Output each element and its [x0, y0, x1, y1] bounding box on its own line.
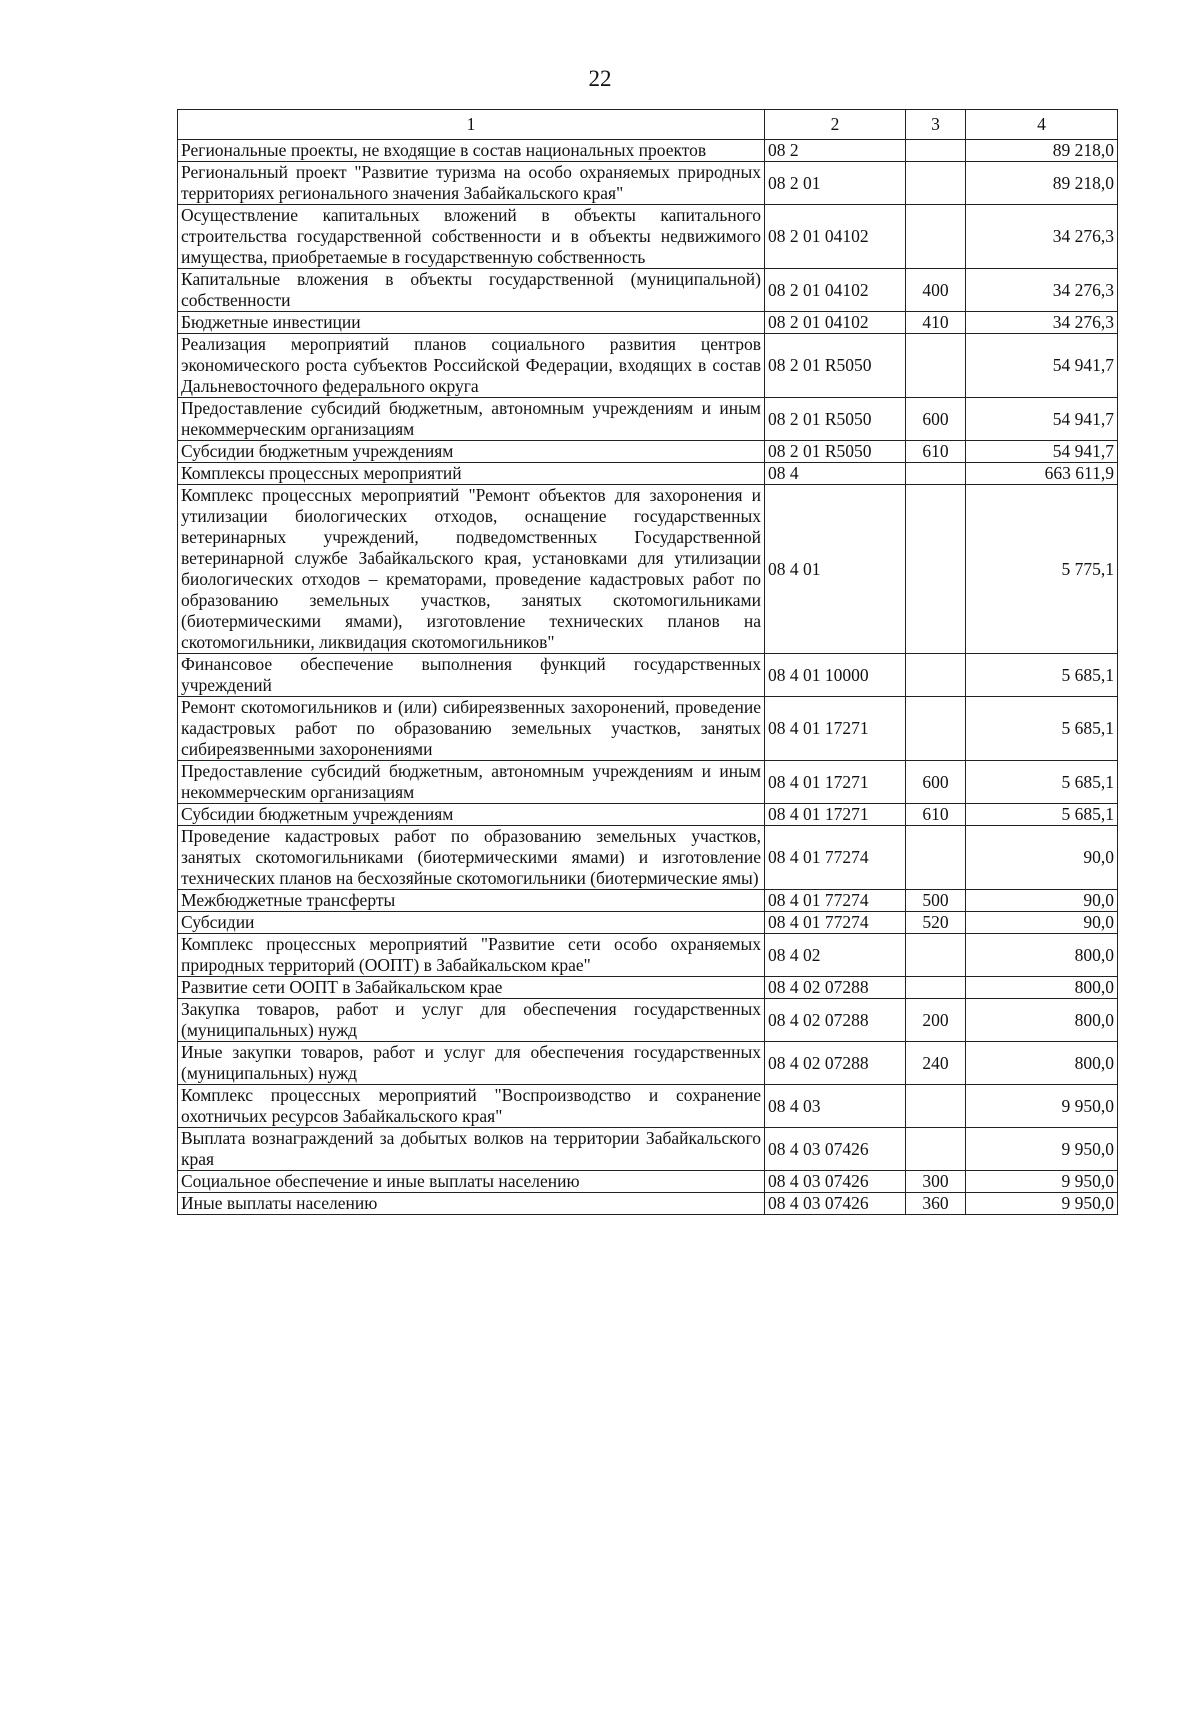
row-name-cell: Комплекс процессных мероприятий "Развитие сети особо охраняемых природных территорий (ООПТ) в Забайкальском крае" — [178, 934, 765, 977]
row-type-cell — [906, 654, 966, 697]
row-sum-cell: 800,0 — [966, 934, 1118, 977]
row-name-cell: Предоставление субсидий бюджетным, автономным учреждениям и иным некоммерческим организациям — [178, 398, 765, 441]
row-sum-cell: 5 775,1 — [966, 485, 1118, 654]
page-number: 22 — [588, 66, 612, 91]
row-code-cell: 08 2 01 04102 — [765, 269, 906, 312]
row-type-cell: 400 — [906, 269, 966, 312]
row-sum-cell: 54 941,7 — [966, 334, 1118, 398]
row-sum-cell: 90,0 — [966, 890, 1118, 912]
row-sum-cell: 90,0 — [966, 912, 1118, 934]
table-body — [178, 140, 1118, 1215]
row-code-cell: 08 4 — [765, 463, 906, 485]
column-header-4: 4 — [966, 110, 1118, 140]
table-row — [178, 269, 1118, 312]
row-type-cell: 600 — [906, 761, 966, 804]
row-name-cell: Ремонт скотомогильников и (или) сибиреязвенных захоронений, проведение кадастровых работ по образованию земельных участков, занятых сибиреязвенными захоронениями — [178, 697, 765, 761]
column-header-2: 2 — [765, 110, 906, 140]
row-sum-cell: 5 685,1 — [966, 697, 1118, 761]
table-row — [178, 999, 1118, 1042]
row-code-cell: 08 4 02 07288 — [765, 977, 906, 999]
budget-table — [177, 109, 1118, 1215]
table-row — [178, 1171, 1118, 1193]
row-type-cell — [906, 977, 966, 999]
row-sum-cell: 9 950,0 — [966, 1171, 1118, 1193]
row-code-cell: 08 4 01 77274 — [765, 912, 906, 934]
table-row — [178, 761, 1118, 804]
row-type-cell — [906, 334, 966, 398]
row-sum-cell: 34 276,3 — [966, 312, 1118, 334]
table-row — [178, 312, 1118, 334]
row-code-cell: 08 4 03 07426 — [765, 1128, 906, 1171]
table-row — [178, 463, 1118, 485]
row-sum-cell: 9 950,0 — [966, 1128, 1118, 1171]
row-type-cell: 240 — [906, 1042, 966, 1085]
row-name-cell: Бюджетные инвестиции — [178, 312, 765, 334]
row-sum-cell: 90,0 — [966, 826, 1118, 890]
row-type-cell — [906, 934, 966, 977]
row-name-cell: Выплата вознаграждений за добытых волков на территории Забайкальского края — [178, 1128, 765, 1171]
row-name-cell: Субсидии — [178, 912, 765, 934]
row-code-cell: 08 4 02 07288 — [765, 999, 906, 1042]
column-header-3: 3 — [906, 110, 966, 140]
table-row — [178, 334, 1118, 398]
row-type-cell — [906, 140, 966, 162]
row-type-cell: 600 — [906, 398, 966, 441]
row-code-cell: 08 4 01 17271 — [765, 761, 906, 804]
row-sum-cell: 89 218,0 — [966, 162, 1118, 205]
row-type-cell: 520 — [906, 912, 966, 934]
row-name-cell: Закупка товаров, работ и услуг для обеспечения государственных (муниципальных) нужд — [178, 999, 765, 1042]
row-code-cell: 08 4 03 — [765, 1085, 906, 1128]
table-row — [178, 804, 1118, 826]
row-type-cell: 360 — [906, 1193, 966, 1215]
row-name-cell: Реализация мероприятий планов социального развития центров экономического роста субъектов Российской Федерации, входящих в состав Дальневосточного федерального округа — [178, 334, 765, 398]
table-header-row — [178, 110, 1118, 140]
row-sum-cell: 34 276,3 — [966, 269, 1118, 312]
row-name-cell: Комплекс процессных мероприятий "Воспроизводство и сохранение охотничьих ресурсов Забайкальского края" — [178, 1085, 765, 1128]
row-code-cell: 08 4 01 — [765, 485, 906, 654]
table-row — [178, 398, 1118, 441]
row-type-cell: 610 — [906, 804, 966, 826]
row-code-cell: 08 4 01 10000 — [765, 654, 906, 697]
row-sum-cell: 5 685,1 — [966, 654, 1118, 697]
row-type-cell — [906, 205, 966, 269]
row-sum-cell: 800,0 — [966, 1042, 1118, 1085]
table-row — [178, 697, 1118, 761]
row-name-cell: Региональный проект "Развитие туризма на особо охраняемых природных территориях регионального значения Забайкальского края" — [178, 162, 765, 205]
row-code-cell: 08 4 02 — [765, 934, 906, 977]
row-name-cell: Региональные проекты, не входящие в состав национальных проектов — [178, 140, 765, 162]
row-type-cell: 300 — [906, 1171, 966, 1193]
row-sum-cell: 800,0 — [966, 999, 1118, 1042]
row-name-cell: Комплекс процессных мероприятий "Ремонт объектов для захоронения и утилизации биологических отходов, оснащение государственных ветеринарных учреждений, подведомственных Государственной ветеринарной службе Забайкальского края, установками для утилизации биологических отходов – крематорами, проведение кадастровых работ по образованию земельных участков, занятых скотомогильниками (биотермическими ямами), изготовление технических планов на скотомогильники, ликвидация скотомогильников" — [178, 485, 765, 654]
row-sum-cell: 34 276,3 — [966, 205, 1118, 269]
table-row — [178, 890, 1118, 912]
row-name-cell: Комплексы процессных мероприятий — [178, 463, 765, 485]
row-name-cell: Капитальные вложения в объекты государственной (муниципальной) собственности — [178, 269, 765, 312]
row-code-cell: 08 4 02 07288 — [765, 1042, 906, 1085]
table-row — [178, 912, 1118, 934]
table-row — [178, 205, 1118, 269]
row-code-cell: 08 2 01 R5050 — [765, 334, 906, 398]
table-row — [178, 1128, 1118, 1171]
row-name-cell: Финансовое обеспечение выполнения функций государственных учреждений — [178, 654, 765, 697]
row-name-cell: Развитие сети ООПТ в Забайкальском крае — [178, 977, 765, 999]
row-type-cell — [906, 826, 966, 890]
row-code-cell: 08 2 01 — [765, 162, 906, 205]
row-sum-cell: 5 685,1 — [966, 761, 1118, 804]
table-row — [178, 441, 1118, 463]
row-code-cell: 08 2 01 R5050 — [765, 441, 906, 463]
row-sum-cell: 800,0 — [966, 977, 1118, 999]
row-type-cell: 610 — [906, 441, 966, 463]
table-row — [178, 1042, 1118, 1085]
table-row — [178, 977, 1118, 999]
row-name-cell: Субсидии бюджетным учреждениям — [178, 804, 765, 826]
row-name-cell: Субсидии бюджетным учреждениям — [178, 441, 765, 463]
row-sum-cell: 9 950,0 — [966, 1085, 1118, 1128]
row-code-cell: 08 2 — [765, 140, 906, 162]
row-code-cell: 08 4 03 07426 — [765, 1171, 906, 1193]
row-code-cell: 08 2 01 04102 — [765, 205, 906, 269]
row-type-cell — [906, 463, 966, 485]
row-type-cell — [906, 162, 966, 205]
row-code-cell: 08 4 01 17271 — [765, 804, 906, 826]
row-sum-cell: 54 941,7 — [966, 398, 1118, 441]
row-code-cell: 08 4 03 07426 — [765, 1193, 906, 1215]
table-row — [178, 162, 1118, 205]
row-type-cell — [906, 697, 966, 761]
row-code-cell: 08 4 01 77274 — [765, 826, 906, 890]
row-name-cell: Проведение кадастровых работ по образованию земельных участков, занятых скотомогильниками (биотермическими ямами) и изготовление технических планов на бесхозяйные скотомогильники (биотермические ямы) — [178, 826, 765, 890]
row-type-cell — [906, 1128, 966, 1171]
row-type-cell: 500 — [906, 890, 966, 912]
table-row — [178, 140, 1118, 162]
row-name-cell: Предоставление субсидий бюджетным, автономным учреждениям и иным некоммерческим организациям — [178, 761, 765, 804]
row-sum-cell: 5 685,1 — [966, 804, 1118, 826]
table-row — [178, 654, 1118, 697]
row-name-cell: Осуществление капитальных вложений в объекты капитального строительства государственной собственности и в объекты недвижимого имущества, приобретаемые в государственную собственность — [178, 205, 765, 269]
row-sum-cell: 663 611,9 — [966, 463, 1118, 485]
row-name-cell: Межбюджетные трансферты — [178, 890, 765, 912]
row-type-cell: 200 — [906, 999, 966, 1042]
row-sum-cell: 9 950,0 — [966, 1193, 1118, 1215]
table-row — [178, 1193, 1118, 1215]
table-row — [178, 826, 1118, 890]
row-code-cell: 08 2 01 04102 — [765, 312, 906, 334]
row-name-cell: Социальное обеспечение и иные выплаты населению — [178, 1171, 765, 1193]
row-type-cell — [906, 1085, 966, 1128]
row-type-cell: 410 — [906, 312, 966, 334]
row-sum-cell: 89 218,0 — [966, 140, 1118, 162]
row-sum-cell: 54 941,7 — [966, 441, 1118, 463]
row-code-cell: 08 2 01 R5050 — [765, 398, 906, 441]
row-code-cell: 08 4 01 17271 — [765, 697, 906, 761]
row-code-cell: 08 4 01 77274 — [765, 890, 906, 912]
row-type-cell — [906, 485, 966, 654]
table-row — [178, 1085, 1118, 1128]
row-name-cell: Иные выплаты населению — [178, 1193, 765, 1215]
table-row — [178, 485, 1118, 654]
column-header-1: 1 — [178, 110, 765, 140]
row-name-cell: Иные закупки товаров, работ и услуг для обеспечения государственных (муниципальных) нужд — [178, 1042, 765, 1085]
table-row — [178, 934, 1118, 977]
